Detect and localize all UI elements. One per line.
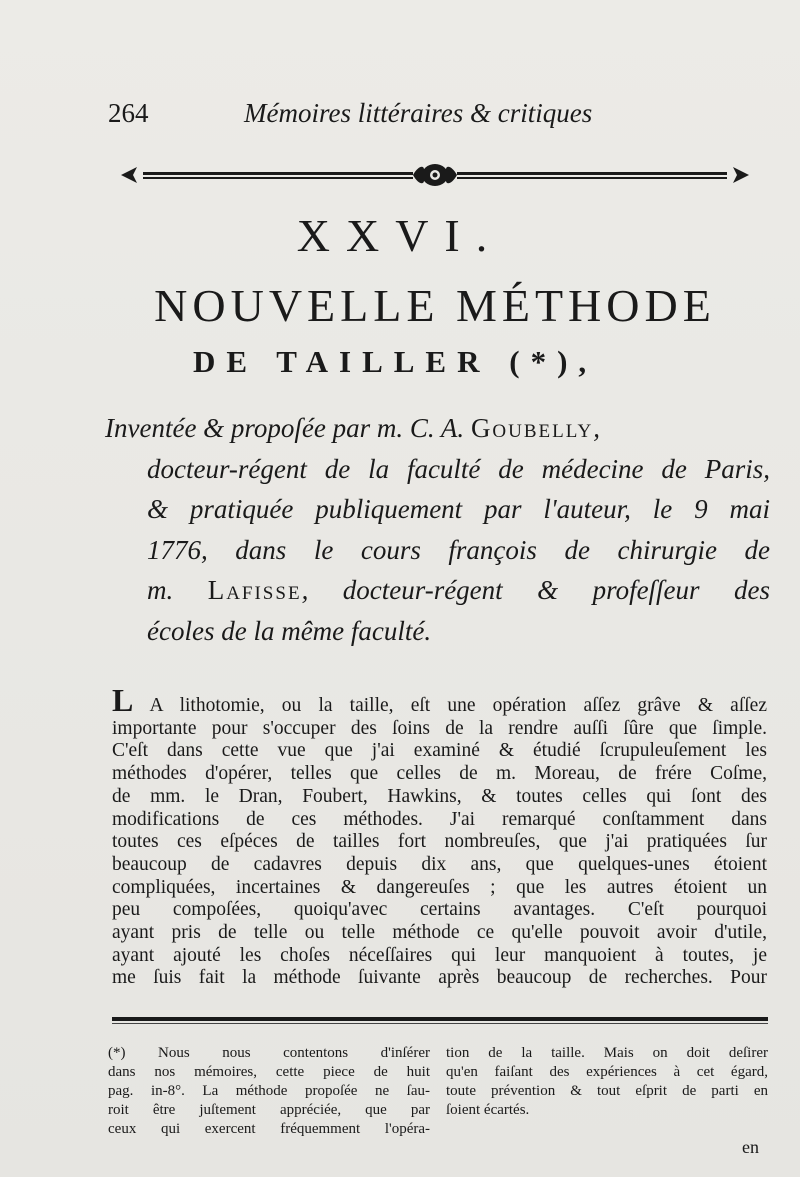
- footnote-line: ſoient écartés.: [446, 1102, 530, 1118]
- body-line: méthodes d'opérer, telles que celles de m. Moreau, de frére Coſme,: [112, 763, 767, 785]
- footnote-line: qu'en faiſant des expériences à cet égard,: [446, 1064, 768, 1080]
- body-line: beaucoup de cadavres depuis dix ans, que quelques-unes étoient: [112, 853, 767, 875]
- page-number: 264: [108, 98, 149, 128]
- body-line: compliquées, incertaines & dangereuſes ; que les autres étoient un: [112, 876, 767, 898]
- body-line: L A lithotomie, ou la taille, eſt une opération aſſez grâve & aſſez: [112, 682, 767, 718]
- body-line: ayant pris de telle ou telle méthode ce qu'elle pouvoit avoir d'utile,: [112, 922, 767, 944]
- body-line: C'eſt dans cette vue que j'ai examiné & étudié ſcrupuleuſement les: [112, 740, 767, 762]
- footnote-rule: [112, 1017, 768, 1021]
- chapter-title: NOUVELLE MÉTHODE: [154, 280, 716, 331]
- byline-line-3: & pratiquée publiquement par l'auteur, le 9 mai: [147, 494, 770, 524]
- footnote-line: (*) Nous nous contentons d'inſérer: [108, 1045, 430, 1061]
- byline-line-4: 1776, dans le cours françois de chirurgie de: [147, 534, 770, 565]
- body-line: me ſuis fait la méthode ſuivante après beaucoup de recherches. Pour: [112, 967, 767, 989]
- body-line: modifications de ces méthodes. J'ai remarqué conſtamment dans: [112, 808, 767, 830]
- author-name: Goubelly: [470, 413, 594, 443]
- byline-line-5: m. Lafisse, docteur-régent & profeſſeur des: [147, 575, 770, 605]
- drop-cap: L: [112, 682, 134, 718]
- footnote-line: dans nos mémoires, cette piece de huit: [108, 1064, 430, 1080]
- body-line: toutes ces eſpéces de tailles fort nombreuſes, que j'ai pratiquées ſur: [112, 831, 767, 853]
- body-line: peu compoſées, quoiqu'avec certains avantages. C'eſt pourquoi: [112, 899, 767, 921]
- footnote-left-column: [108, 1044, 430, 1139]
- byline-line-2: docteur-régent de la faculté de médecine de Paris,: [147, 453, 770, 484]
- chapter-number: XXVI.: [296, 210, 504, 261]
- byline-line-1: Inventée & propoſée par m. C. A. Goubelly,: [105, 413, 600, 443]
- byline: [105, 408, 770, 651]
- footnote-line: toute prévention & tout eſprit de parti en: [446, 1083, 768, 1099]
- footnote-line: pag. in-8°. La méthode propoſée ne ſau-: [108, 1083, 430, 1099]
- body-text: [112, 682, 767, 990]
- chapter-subtitle: DE TAILLER (*),: [193, 344, 598, 379]
- body-line: ayant ajouté les choſes néceſſaires qui leur manquoient à toutes, je: [112, 944, 767, 966]
- catchword: en: [742, 1137, 759, 1157]
- footnote-right-column: [446, 1044, 768, 1120]
- byline-line-6: écoles de la même faculté.: [147, 615, 432, 646]
- professor-name: Lafisse: [207, 575, 302, 605]
- running-title: Mémoires littéraires & critiques: [244, 98, 593, 128]
- body-line: importante pour s'occuper des ſoins de la rendre auſſi ſûre que ſimple.: [112, 717, 767, 739]
- footnote-line: tion de la taille. Mais on doit deſirer: [446, 1045, 768, 1061]
- footnote-line: roit être juſtement appréciée, que par: [108, 1102, 430, 1118]
- footnote-line: ceux qui exercent fréquemment l'opéra-: [108, 1121, 430, 1137]
- body-line: de mm. le Dran, Foubert, Hawkins, & toutes celles qui ſont des: [112, 785, 767, 807]
- fleuron-ornament-icon: [115, 158, 755, 192]
